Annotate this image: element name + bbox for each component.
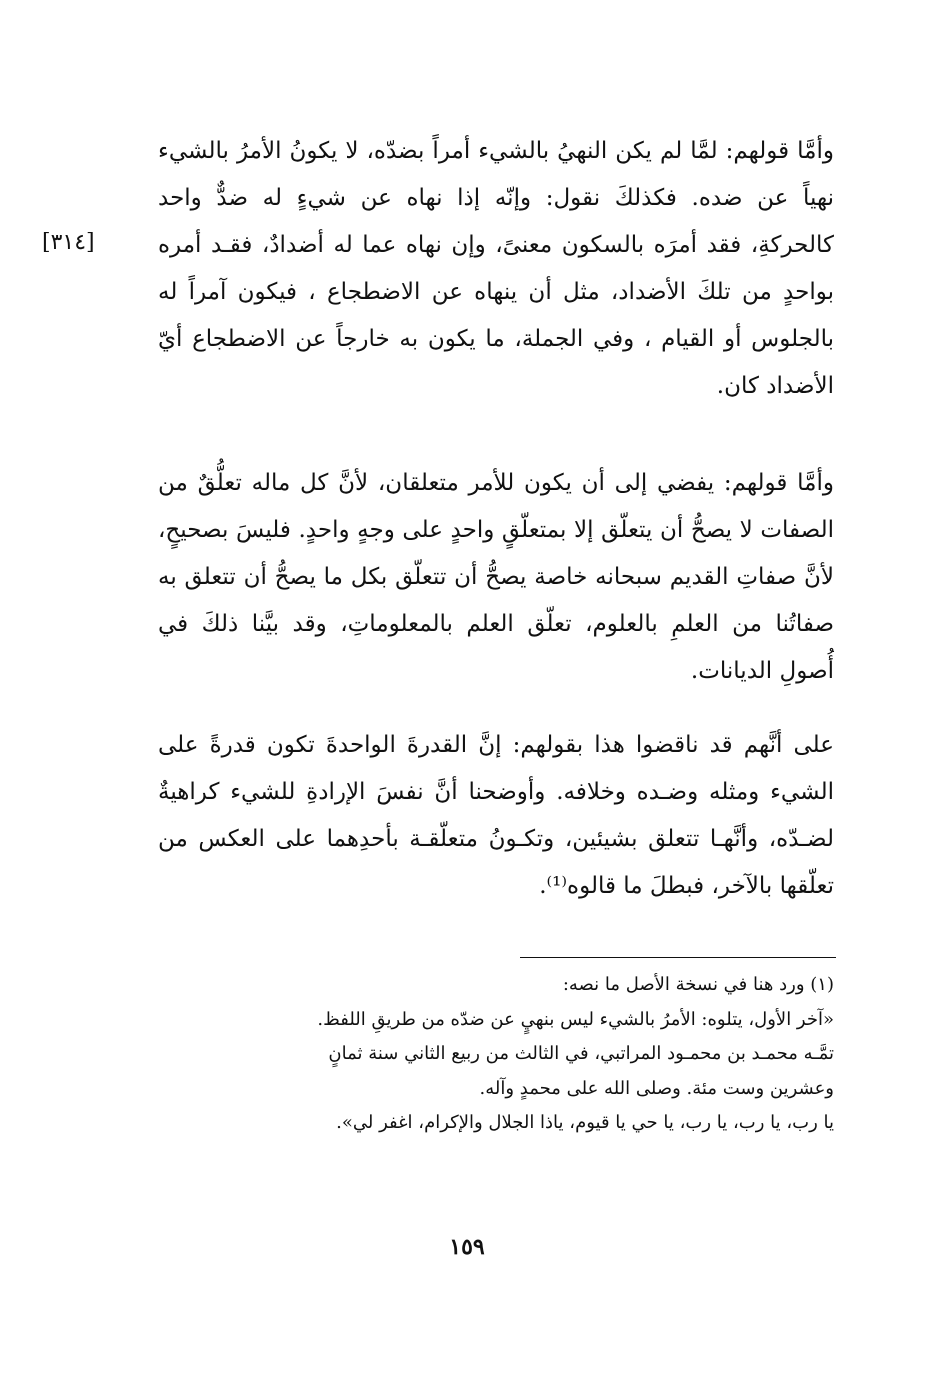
- paragraph: وأمَّا قولهم: لمَّا لم يكن النهيُ بالشيء أمراً بضدّه، لا يكونُ الأمرُ بالشيء نهياً عن ضده. فكذلكَ نقول: وإنّه إذا نهاه عن شيءٍ له ضدٌّ واحد كالحركةِ، فقد أمرَه بالسكون معنىً، وإن نهاه عما له أضدادٌ، فقـد أمره بواحدٍ من تلكَ الأضداد، مثل أن ينهاه عن الاضطجاع ، فيكون آمراً له بالجلوس أو القيام ، وفي الجملة، ما يكون به خارجاً عن الاضطجاع أيّ الأضداد كان.: [158, 138, 834, 399]
- footnotes: [158, 968, 834, 1141]
- footnote-line: «آخر الأول، يتلوه: الأمرُ بالشيء ليس بنهيٍ عن ضدّه من طريقِ اللفظ.: [317, 1008, 834, 1030]
- footnote-line: (١) ورد هنا في نسخة الأصل ما نصه:: [562, 974, 834, 995]
- page-number: ١٥٩: [449, 1234, 485, 1260]
- footnote-divider: [520, 957, 836, 958]
- paragraph: وأمَّا قولهم: يفضي إلى أن يكون للأمر متعلقان، لأنَّ كل ماله تعلُّقٌ من الصفات لا يصحُّ أن يتعلّق إلا بمتعلّقٍ واحدٍ على وجهٍ واحدٍ. فليسَ بصحيحٍ، لأنَّ صفاتِ القديم سبحانه خاصة يصحُّ أن تتعلّق بكل ما يصحُّ أن تتعلق به صفاتُنا من العلمِ بالعلوم، تعلّق العلم بالمعلوماتِ، وقد بيَّنا ذلكَ في أُصولِ الديانات.: [158, 470, 834, 684]
- footnote-line: يا رب، يا رب، يا رب، يا حي يا قيوم، ياذا الجلال والإكرام، اغفر لي».: [336, 1112, 834, 1133]
- footnote-line: تمَّـه محمـد بن محمـود المراتبي، في الثالث من ربيع الثاني سنة ثمانٍ: [328, 1043, 834, 1064]
- footnote-line: وعشرين وست مئة. وصلى الله على محمدٍ وآله.: [479, 1077, 834, 1099]
- paragraph: على أنَّهم قد ناقضوا هذا بقولهم: إنَّ القدرةَ الواحدةَ تكون قدرةً على الشيء ومثله وضـده وخلافه. وأوضحنا أنَّ نفسَ الإرادةِ للشيء كراهيةٌ لضـدّه، وأنَّهـا تتعلق بشيئين، وتكـونُ متعلّقـة بأحدِهما على العكس من تعلّقها بالآخر، فبطلَ ما قالوه⁽¹⁾.: [158, 732, 835, 899]
- margin-page-reference: [٣١٤]: [42, 230, 95, 255]
